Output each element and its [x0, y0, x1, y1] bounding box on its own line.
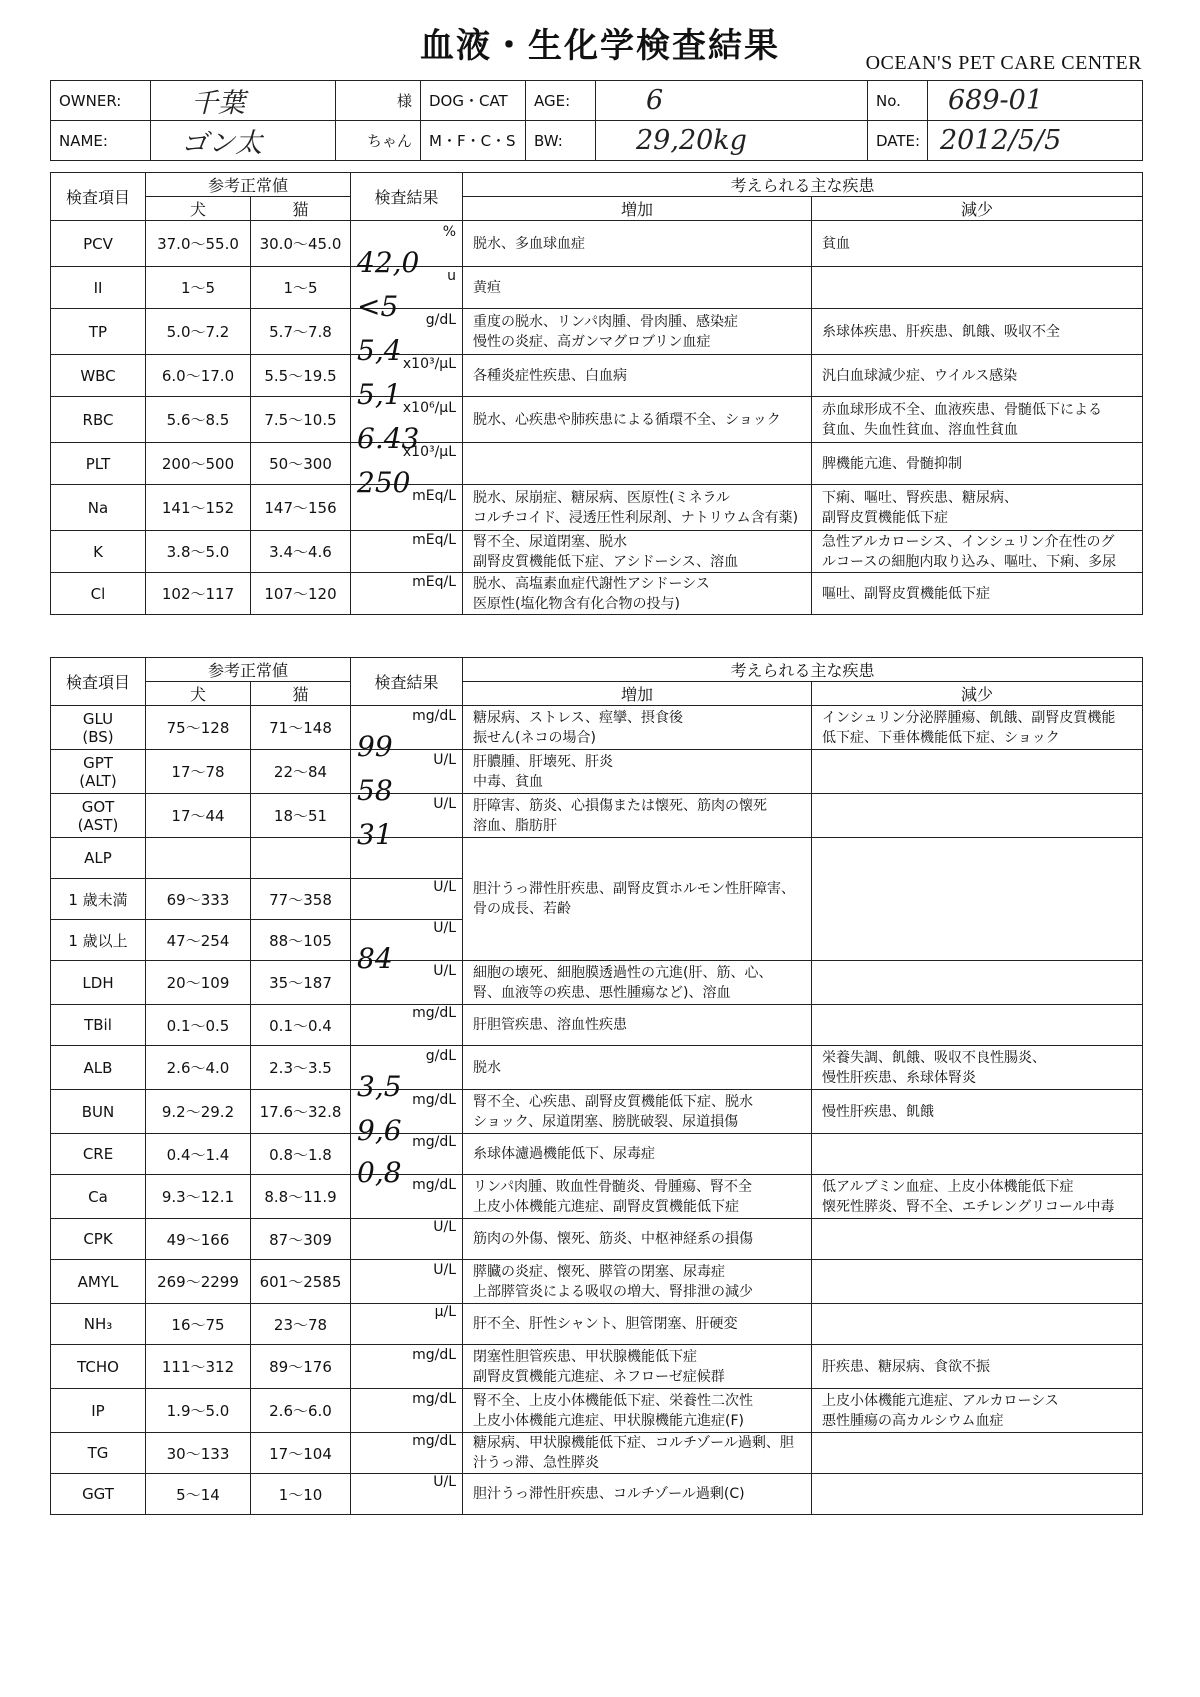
- increase-diseases: 肝障害、筋炎、心損傷または懐死、筋肉の懐死 溶血、脂肪肝: [463, 794, 812, 838]
- ref-cat: 17〜104: [251, 1433, 351, 1474]
- increase-diseases: 黄疸: [463, 267, 812, 309]
- decrease-diseases: [812, 750, 1143, 794]
- table-row: [51, 750, 1143, 794]
- item-name: WBC: [51, 355, 146, 397]
- col-disease: 考えられる主な疾患: [463, 173, 1143, 197]
- ref-dog: 6.0〜17.0: [146, 355, 251, 397]
- ref-cat: [251, 838, 351, 879]
- result-unit: U/L: [433, 1474, 457, 1490]
- col-item: 検査項目: [51, 658, 146, 706]
- table-row: [51, 309, 1143, 355]
- result-unit: mg/dL: [412, 1390, 457, 1407]
- table-row: [51, 443, 1143, 485]
- col-increase: 増加: [463, 682, 812, 706]
- table-row: [51, 1304, 1143, 1345]
- ref-dog: 9.3〜12.1: [146, 1175, 251, 1219]
- decrease-diseases: 急性アルカローシス、インシュリン介在性のグ ルコースの細胞内取り込み、嘔吐、下痢、多尿: [812, 531, 1143, 573]
- increase-diseases: 脱水、高塩素血症代謝性アシドーシス 医原性(塩化物含有化合物の投与): [463, 573, 812, 615]
- col-cat: 猫: [251, 682, 351, 706]
- item-name: Na: [51, 485, 146, 531]
- decrease-diseases: [812, 1260, 1143, 1304]
- ref-cat: 50〜300: [251, 443, 351, 485]
- item-name: PCV: [51, 221, 146, 267]
- col-disease: 考えられる主な疾患: [463, 658, 1143, 682]
- decrease-diseases: 慢性肝疾患、飢餓: [812, 1090, 1143, 1134]
- owner-label: OWNER:: [51, 81, 151, 121]
- result-value: 42,0: [357, 245, 420, 279]
- owner-suffix: 様: [336, 81, 421, 121]
- table-row: [51, 267, 1143, 309]
- decrease-diseases: [812, 794, 1143, 838]
- bw-label: BW:: [526, 121, 596, 161]
- table-row: [51, 1005, 1143, 1046]
- ref-cat: 7.5〜10.5: [251, 397, 351, 443]
- result-unit: mg/dL: [412, 1433, 457, 1449]
- result-unit: mEq/L: [412, 573, 457, 590]
- result-unit: U/L: [433, 1261, 457, 1278]
- ref-dog: 30〜133: [146, 1433, 251, 1474]
- table-row: [51, 1433, 1143, 1474]
- item-name: GOT (AST): [51, 794, 146, 838]
- result-value: 58: [357, 773, 393, 807]
- result-cell: [351, 879, 463, 920]
- table-row: [51, 838, 1143, 879]
- table-row: [51, 1175, 1143, 1219]
- ref-cat: 2.6〜6.0: [251, 1389, 351, 1433]
- ref-dog: 1.9〜5.0: [146, 1389, 251, 1433]
- species-select: DOG・CAT: [421, 81, 526, 121]
- ref-dog: 75〜128: [146, 706, 251, 750]
- ref-cat: 601〜2585: [251, 1260, 351, 1304]
- increase-diseases: 細胞の壊死、細胞膜透過性の亢進(肝、筋、心、 腎、血液等の疾患、悪性腫瘍など)、溶血: [463, 961, 812, 1005]
- increase-diseases: 腎不全、心疾患、副腎皮質機能低下症、脱水 ショック、尿道閉塞、膀胱破裂、尿道損傷: [463, 1090, 812, 1134]
- increase-diseases: 筋肉の外傷、懐死、筋炎、中枢神経系の損傷: [463, 1219, 812, 1260]
- table-row: [51, 573, 1143, 615]
- age-value: 6: [646, 85, 664, 116]
- table-row: [51, 1134, 1143, 1175]
- ref-dog: [146, 838, 251, 879]
- increase-diseases: 重度の脱水、リンパ肉腫、骨肉腫、感染症 慢性の炎症、高ガンマグロブリン血症: [463, 309, 812, 355]
- item-name: K: [51, 531, 146, 573]
- item-name: RBC: [51, 397, 146, 443]
- result-unit: μ/L: [434, 1304, 457, 1320]
- ref-dog: 102〜117: [146, 573, 251, 615]
- result-value: 99: [357, 729, 393, 763]
- table-row: [51, 1046, 1143, 1090]
- col-dog: 犬: [146, 197, 251, 221]
- increase-diseases: 糖尿病、甲状腺機能低下症、コルチゾール過剰、胆 汁うっ滞、急性膵炎: [463, 1433, 812, 1474]
- decrease-diseases: インシュリン分泌膵腫瘍、飢餓、副腎皮質機能 低下症、下垂体機能低下症、ショック: [812, 706, 1143, 750]
- ref-dog: 0.1〜0.5: [146, 1005, 251, 1046]
- result-unit: mg/dL: [412, 1091, 457, 1108]
- result-unit: g/dL: [425, 311, 457, 328]
- result-value: 0,8: [357, 1156, 402, 1189]
- item-name: ALP: [51, 838, 146, 879]
- result-cell: [351, 920, 463, 975]
- ref-cat: 71〜148: [251, 706, 351, 750]
- result-value: 250: [357, 465, 411, 499]
- no-label: No.: [868, 81, 928, 121]
- col-ref: 参考正常値: [146, 658, 351, 682]
- increase-diseases: 糸球体濾過機能低下、尿毒症: [463, 1134, 812, 1175]
- result-unit: x10³/μL: [402, 443, 457, 460]
- sex-select: M・F・C・S: [421, 121, 526, 161]
- table-row: [51, 355, 1143, 397]
- increase-diseases: 肝膿腫、肝壊死、肝炎 中毒、貧血: [463, 750, 812, 794]
- col-increase: 増加: [463, 197, 812, 221]
- result-cell: [351, 1345, 463, 1389]
- increase-diseases: 閉塞性胆管疾患、甲状腺機能低下症 副腎皮質機能亢進症、ネフローゼ症候群: [463, 1345, 812, 1389]
- item-name: CPK: [51, 1219, 146, 1260]
- item-name: ALB: [51, 1046, 146, 1090]
- increase-diseases: 腎不全、上皮小体機能低下症、栄養性二次性 上皮小体機能亢進症、甲状腺機能亢進症(F): [463, 1389, 812, 1433]
- decrease-diseases: 下痢、嘔吐、腎疾患、糖尿病、 副腎皮質機能低下症: [812, 485, 1143, 531]
- decrease-diseases: 低アルブミン血症、上皮小体機能低下症 懐死性膵炎、腎不全、エチレングリコール中毒: [812, 1175, 1143, 1219]
- decrease-diseases: 嘔吐、副腎皮質機能低下症: [812, 573, 1143, 615]
- item-name: Ca: [51, 1175, 146, 1219]
- clinic-name: OCEAN'S PET CARE CENTER: [865, 52, 1142, 74]
- ref-cat: 1〜10: [251, 1474, 351, 1515]
- ref-cat: 23〜78: [251, 1304, 351, 1345]
- result-cell: [351, 1260, 463, 1304]
- item-name: GLU (BS): [51, 706, 146, 750]
- ref-cat: 35〜187: [251, 961, 351, 1005]
- col-result: 検査結果: [351, 173, 463, 221]
- decrease-diseases: 上皮小体機能亢進症、アルカローシス 悪性腫瘍の高カルシウム血症: [812, 1389, 1143, 1433]
- ref-dog: 3.8〜5.0: [146, 531, 251, 573]
- table-row: [51, 1474, 1143, 1515]
- increase-diseases: 各種炎症性疾患、白血病: [463, 355, 812, 397]
- table-row: [51, 794, 1143, 838]
- decrease-diseases: [812, 1474, 1143, 1515]
- table-row: [51, 221, 1143, 267]
- ref-dog: 20〜109: [146, 961, 251, 1005]
- ref-cat: 17.6〜32.8: [251, 1090, 351, 1134]
- ref-dog: 5〜14: [146, 1474, 251, 1515]
- ref-dog: 5.0〜7.2: [146, 309, 251, 355]
- increase-diseases: [463, 443, 812, 485]
- result-unit: mg/dL: [412, 1005, 457, 1021]
- ref-cat: 87〜309: [251, 1219, 351, 1260]
- result-unit: x10³/μL: [402, 355, 457, 372]
- col-decrease: 減少: [812, 197, 1143, 221]
- decrease-diseases: 汎白血球減少症、ウイルス感染: [812, 355, 1143, 397]
- ref-dog: 1〜5: [146, 267, 251, 309]
- no-value: 689-01: [948, 85, 1044, 116]
- increase-diseases: 胆汁うっ滞性肝疾患、副腎皮質ホルモン性肝障害、 骨の成長、若齢: [463, 838, 812, 961]
- col-result: 検査結果: [351, 658, 463, 706]
- owner-value: 千葉: [191, 88, 245, 119]
- increase-diseases: 肝不全、肝性シャント、胆管閉塞、肝硬変: [463, 1304, 812, 1345]
- date-value: 2012/5/5: [940, 125, 1062, 156]
- increase-diseases: リンパ肉腫、敗血性骨髄炎、骨腫瘍、腎不全 上皮小体機能亢進症、副腎皮質機能低下症: [463, 1175, 812, 1219]
- ref-cat: 30.0〜45.0: [251, 221, 351, 267]
- increase-diseases: 糖尿病、ストレス、痙攣、摂食後 振せん(ネコの場合): [463, 706, 812, 750]
- ref-dog: 69〜333: [146, 879, 251, 920]
- result-cell: [351, 1389, 463, 1433]
- result-unit: mg/dL: [412, 707, 457, 724]
- item-name: IP: [51, 1389, 146, 1433]
- ref-cat: 22〜84: [251, 750, 351, 794]
- table-row: [51, 1090, 1143, 1134]
- ref-cat: 2.3〜3.5: [251, 1046, 351, 1090]
- result-cell: [351, 1433, 463, 1474]
- result-value: 9,6: [357, 1113, 402, 1147]
- ref-cat: 88〜105: [251, 920, 351, 961]
- result-value: <5: [357, 289, 399, 323]
- decrease-diseases: 貧血: [812, 221, 1143, 267]
- ref-dog: 17〜78: [146, 750, 251, 794]
- result-cell: [351, 1219, 463, 1260]
- decrease-diseases: [812, 961, 1143, 1005]
- ref-dog: 47〜254: [146, 920, 251, 961]
- decrease-diseases: 脾機能亢進、骨髄抑制: [812, 443, 1143, 485]
- decrease-diseases: [812, 838, 1143, 961]
- result-unit: %: [442, 223, 457, 240]
- ref-dog: 37.0〜55.0: [146, 221, 251, 267]
- ref-dog: 17〜44: [146, 794, 251, 838]
- increase-diseases: 膵臓の炎症、懐死、膵管の閉塞、尿毒症 上部膵管炎による吸収の増大、腎排泄の減少: [463, 1260, 812, 1304]
- increase-diseases: 肝胆管疾患、溶血性疾患: [463, 1005, 812, 1046]
- result-cell: [351, 221, 463, 279]
- table-row: [51, 706, 1143, 750]
- item-name: 1 歳以上: [51, 920, 146, 961]
- increase-diseases: 胆汁うっ滞性肝疾患、コルチゾール過剰(C): [463, 1474, 812, 1515]
- col-dog: 犬: [146, 682, 251, 706]
- decrease-diseases: [812, 1134, 1143, 1175]
- result-cell: [351, 1005, 463, 1046]
- result-unit: g/dL: [425, 1047, 457, 1064]
- result-value: 3,5: [357, 1069, 402, 1103]
- item-name: II: [51, 267, 146, 309]
- ref-dog: 141〜152: [146, 485, 251, 531]
- result-cell: [351, 1304, 463, 1345]
- result-cell: [351, 531, 463, 573]
- result-unit: mg/dL: [412, 1176, 457, 1193]
- result-value: 5,4: [357, 333, 402, 367]
- ref-dog: 5.6〜8.5: [146, 397, 251, 443]
- result-unit: mg/dL: [412, 1346, 457, 1363]
- ref-cat: 0.8〜1.8: [251, 1134, 351, 1175]
- decrease-diseases: [812, 1304, 1143, 1345]
- ref-dog: 200〜500: [146, 443, 251, 485]
- ref-dog: 49〜166: [146, 1219, 251, 1260]
- bw-value: 29,20kg: [636, 125, 747, 156]
- ref-dog: 111〜312: [146, 1345, 251, 1389]
- name-value: ゴン太: [181, 128, 262, 159]
- col-item: 検査項目: [51, 173, 146, 221]
- increase-diseases: 脱水、心疾患や肺疾患による循環不全、ショック: [463, 397, 812, 443]
- decrease-diseases: [812, 267, 1143, 309]
- result-unit: x10⁶/μL: [402, 399, 457, 416]
- item-name: AMYL: [51, 1260, 146, 1304]
- item-name: Cl: [51, 573, 146, 615]
- increase-diseases: 脱水、尿崩症、糖尿病、医原性(ミネラル コルチコイド、浸透圧性利尿剤、ナトリウム含有薬): [463, 485, 812, 531]
- ref-cat: 0.1〜0.4: [251, 1005, 351, 1046]
- date-label: DATE:: [868, 121, 928, 161]
- patient-info-table: [50, 80, 1143, 161]
- result-unit: U/L: [433, 751, 457, 768]
- name-suffix: ちゃん: [336, 121, 421, 161]
- result-value: 31: [357, 817, 393, 851]
- item-name: LDH: [51, 961, 146, 1005]
- result-value: 5,1: [357, 377, 402, 411]
- ref-dog: 2.6〜4.0: [146, 1046, 251, 1090]
- table-row: [51, 397, 1143, 443]
- item-name: TP: [51, 309, 146, 355]
- page-title: 血液・生化学検査結果: [420, 26, 780, 66]
- decrease-diseases: [812, 1433, 1143, 1474]
- ref-dog: 16〜75: [146, 1304, 251, 1345]
- result-value: 6.43: [357, 421, 420, 455]
- result-unit: mEq/L: [412, 531, 457, 548]
- item-name: NH₃: [51, 1304, 146, 1345]
- ref-cat: 8.8〜11.9: [251, 1175, 351, 1219]
- increase-diseases: 脱水: [463, 1046, 812, 1090]
- table-row: [51, 1260, 1143, 1304]
- biochem-test-table: [50, 657, 1143, 1515]
- table-row: [51, 1389, 1143, 1433]
- ref-cat: 147〜156: [251, 485, 351, 531]
- result-unit: U/L: [433, 920, 457, 936]
- ref-cat: 77〜358: [251, 879, 351, 920]
- result-cell: [351, 1474, 463, 1515]
- decrease-diseases: 糸球体疾患、肝疾患、飢餓、吸収不全: [812, 309, 1143, 355]
- age-label: AGE:: [526, 81, 596, 121]
- ref-dog: 0.4〜1.4: [146, 1134, 251, 1175]
- result-unit: U/L: [433, 1219, 457, 1235]
- item-name: CRE: [51, 1134, 146, 1175]
- table-row: [51, 1219, 1143, 1260]
- item-name: GGT: [51, 1474, 146, 1515]
- result-cell: [351, 573, 463, 615]
- item-name: PLT: [51, 443, 146, 485]
- result-unit: U/L: [433, 879, 457, 895]
- decrease-diseases: 栄養失調、飢餓、吸収不良性腸炎、 慢性肝疾患、糸球体腎炎: [812, 1046, 1143, 1090]
- ref-dog: 9.2〜29.2: [146, 1090, 251, 1134]
- item-name: TCHO: [51, 1345, 146, 1389]
- result-unit: U/L: [433, 962, 457, 979]
- table-row: [51, 531, 1143, 573]
- ref-cat: 3.4〜4.6: [251, 531, 351, 573]
- ref-dog: 269〜2299: [146, 1260, 251, 1304]
- result-unit: U/L: [433, 795, 457, 812]
- ref-cat: 5.7〜7.8: [251, 309, 351, 355]
- col-decrease: 減少: [812, 682, 1143, 706]
- col-cat: 猫: [251, 197, 351, 221]
- increase-diseases: 脱水、多血球血症: [463, 221, 812, 267]
- ref-cat: 1〜5: [251, 267, 351, 309]
- table-row: [51, 961, 1143, 1005]
- increase-diseases: 腎不全、尿道閉塞、脱水 副腎皮質機能低下症、アシドーシス、溶血: [463, 531, 812, 573]
- item-name: TBil: [51, 1005, 146, 1046]
- ref-cat: 18〜51: [251, 794, 351, 838]
- ref-cat: 89〜176: [251, 1345, 351, 1389]
- decrease-diseases: 赤血球形成不全、血液疾患、骨髄低下による 貧血、失血性貧血、溶血性貧血: [812, 397, 1143, 443]
- decrease-diseases: [812, 1005, 1143, 1046]
- result-unit: mg/dL: [412, 1134, 457, 1150]
- ref-cat: 5.5〜19.5: [251, 355, 351, 397]
- result-unit: u: [447, 267, 457, 284]
- item-name: 1 歳未満: [51, 879, 146, 920]
- ref-cat: 107〜120: [251, 573, 351, 615]
- item-name: GPT (ALT): [51, 750, 146, 794]
- result-unit: mEq/L: [412, 487, 457, 504]
- col-ref: 参考正常値: [146, 173, 351, 197]
- name-label: NAME:: [51, 121, 151, 161]
- item-name: TG: [51, 1433, 146, 1474]
- table-row: [51, 485, 1143, 531]
- decrease-diseases: [812, 1219, 1143, 1260]
- result-value: 84: [357, 942, 393, 975]
- decrease-diseases: 肝疾患、糖尿病、食欲不振: [812, 1345, 1143, 1389]
- blood-test-table: [50, 172, 1143, 615]
- table-row: [51, 1345, 1143, 1389]
- item-name: BUN: [51, 1090, 146, 1134]
